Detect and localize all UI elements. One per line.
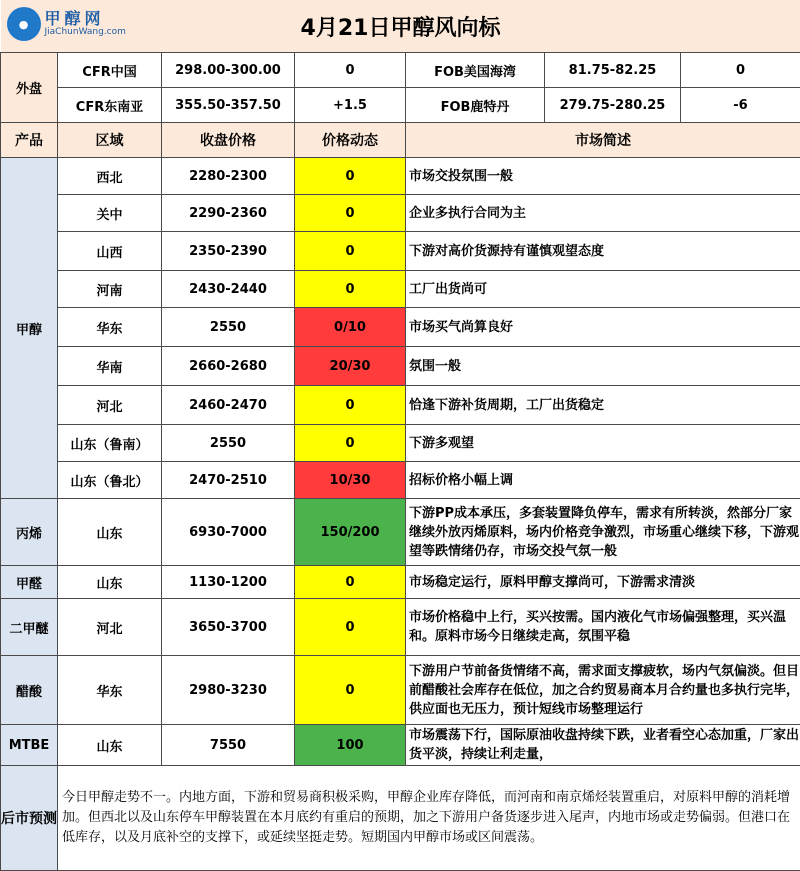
change-cell: 100 bbox=[295, 725, 406, 766]
site-logo bbox=[7, 7, 126, 41]
ext-change: +1.5 bbox=[295, 88, 406, 123]
change-cell: 0 bbox=[295, 566, 406, 599]
product-cell: 甲醇 bbox=[1, 158, 58, 499]
table-row bbox=[1, 425, 800, 462]
price-cell: 1130-1200 bbox=[162, 566, 295, 599]
external-label: 外盘 bbox=[1, 53, 58, 123]
region-cell: 山东（鲁北） bbox=[58, 462, 162, 499]
price-cell: 2350-2390 bbox=[162, 232, 295, 271]
change-cell: 0 bbox=[295, 656, 406, 725]
desc-cell: 市场震荡下行，国际原油收盘持续下跌，业者看空心态加重，厂家出货平淡，持续让利走量， bbox=[406, 725, 800, 766]
table-row bbox=[1, 308, 800, 347]
price-cell: 2470-2510 bbox=[162, 462, 295, 499]
price-cell: 2550 bbox=[162, 308, 295, 347]
ext-price: 355.50-357.50 bbox=[162, 88, 295, 123]
table-row bbox=[1, 347, 800, 386]
product-cell: 醋酸 bbox=[1, 656, 58, 725]
logo-en: JiaChunWang.com bbox=[45, 28, 126, 38]
change-cell: 0 bbox=[295, 232, 406, 271]
ext-price: 81.75-82.25 bbox=[545, 53, 681, 88]
product-cell: MTBE bbox=[1, 725, 58, 766]
change-cell: 0/10 bbox=[295, 308, 406, 347]
desc-cell: 恰逢下游补货周期，工厂出货稳定 bbox=[406, 386, 800, 425]
desc-cell: 市场稳定运行，原料甲醇支撑尚可，下游需求清淡 bbox=[406, 566, 800, 599]
change-cell: 0 bbox=[295, 158, 406, 195]
desc-cell: 下游用户节前备货情绪不高，需求面支撑疲软，场内气氛偏淡。但目前醋酸社会库存在低位，加之合约贸易商本月合约量也多执行完毕，供应面也无压力，预计短线市场整理运行 bbox=[406, 656, 800, 725]
price-cell: 6930-7000 bbox=[162, 499, 295, 566]
table-row bbox=[1, 271, 800, 308]
ext-price: 279.75-280.25 bbox=[545, 88, 681, 123]
product-cell: 甲醛 bbox=[1, 566, 58, 599]
product-cell: 丙烯 bbox=[1, 499, 58, 566]
logo-cn: 甲醇网 bbox=[45, 10, 126, 28]
price-cell: 2550 bbox=[162, 425, 295, 462]
region-cell: 山西 bbox=[58, 232, 162, 271]
table-row bbox=[1, 499, 800, 566]
region-cell: 华南 bbox=[58, 347, 162, 386]
col-header-product: 产品 bbox=[1, 123, 58, 158]
table-row bbox=[1, 232, 800, 271]
change-cell: 0 bbox=[295, 195, 406, 232]
desc-cell: 工厂出货尚可 bbox=[406, 271, 800, 308]
change-cell: 0 bbox=[295, 425, 406, 462]
region-cell: 关中 bbox=[58, 195, 162, 232]
region-cell: 河南 bbox=[58, 271, 162, 308]
desc-cell: 氛围一般 bbox=[406, 347, 800, 386]
price-cell: 2280-2300 bbox=[162, 158, 295, 195]
desc-cell: 下游PP成本承压，多套装置降负停车，需求有所转淡，然部分厂家继续外放丙烯原料，场内价格竞争激烈，市场重心继续下移，下游观望等跌情绪仍存，市场交投气氛一般 bbox=[406, 499, 800, 566]
forecast-text: 今日甲醇走势不一。内地方面，下游和贸易商积极采购，甲醇企业库存降低，而河南和南京烯烃装置重启，对原料甲醇的消耗增加。但西北以及山东停车甲醇装置在本月底约有重启的预期，加之下游用户备货逐步进入尾声，内地市场或走势偏弱。但港口在低库存，以及月底补空的支撑下，或延续坚挺走势。短期国内甲醇市场或区间震荡。 bbox=[58, 766, 800, 871]
desc-cell: 市场交投氛围一般 bbox=[406, 158, 800, 195]
table-row bbox=[1, 195, 800, 232]
table-row bbox=[1, 656, 800, 725]
desc-cell: 下游对高价货源持有谨慎观望态度 bbox=[406, 232, 800, 271]
price-cell: 2290-2360 bbox=[162, 195, 295, 232]
price-cell: 7550 bbox=[162, 725, 295, 766]
ext-name: CFR中国 bbox=[58, 53, 162, 88]
title-cell bbox=[1, 0, 800, 53]
forecast-label: 后市预测 bbox=[1, 766, 58, 871]
ext-name: FOB美国海湾 bbox=[406, 53, 545, 88]
table-row bbox=[1, 158, 800, 195]
product-cell: 二甲醚 bbox=[1, 599, 58, 656]
col-header-price: 收盘价格 bbox=[162, 123, 295, 158]
price-cell: 2980-3230 bbox=[162, 656, 295, 725]
region-cell: 山东（鲁南） bbox=[58, 425, 162, 462]
change-cell: 0 bbox=[295, 386, 406, 425]
region-cell: 河北 bbox=[58, 386, 162, 425]
region-cell: 山东 bbox=[58, 566, 162, 599]
table-row bbox=[1, 725, 800, 766]
region-cell: 华东 bbox=[58, 656, 162, 725]
region-cell: 山东 bbox=[58, 725, 162, 766]
desc-cell: 下游多观望 bbox=[406, 425, 800, 462]
region-cell: 西北 bbox=[58, 158, 162, 195]
col-header-change: 价格动态 bbox=[295, 123, 406, 158]
change-cell: 0 bbox=[295, 599, 406, 656]
table-row bbox=[1, 599, 800, 656]
desc-cell: 市场买气尚算良好 bbox=[406, 308, 800, 347]
region-cell: 河北 bbox=[58, 599, 162, 656]
ext-change: -6 bbox=[681, 88, 800, 123]
ext-price: 298.00-300.00 bbox=[162, 53, 295, 88]
price-cell: 2430-2440 bbox=[162, 271, 295, 308]
price-cell: 2660-2680 bbox=[162, 347, 295, 386]
col-header-desc: 市场简述 bbox=[406, 123, 800, 158]
price-cell: 2460-2470 bbox=[162, 386, 295, 425]
change-cell: 0 bbox=[295, 271, 406, 308]
table-row bbox=[1, 386, 800, 425]
ext-change: 0 bbox=[295, 53, 406, 88]
ext-name: CFR东南亚 bbox=[58, 88, 162, 123]
change-cell: 20/30 bbox=[295, 347, 406, 386]
page-title: 4月21日甲醇风向标 bbox=[301, 11, 501, 42]
desc-cell: 市场价格稳中上行，买兴按需。国内液化气市场偏强整理，买兴温和。原料市场今日继续走高，氛围平稳 bbox=[406, 599, 800, 656]
region-cell: 华东 bbox=[58, 308, 162, 347]
ext-change: 0 bbox=[681, 53, 800, 88]
price-cell: 3650-3700 bbox=[162, 599, 295, 656]
region-cell: 山东 bbox=[58, 499, 162, 566]
desc-cell: 企业多执行合同为主 bbox=[406, 195, 800, 232]
ext-name: FOB鹿特丹 bbox=[406, 88, 545, 123]
col-header-region: 区域 bbox=[58, 123, 162, 158]
table-row bbox=[1, 566, 800, 599]
table-row bbox=[1, 462, 800, 499]
change-cell: 10/30 bbox=[295, 462, 406, 499]
desc-cell: 招标价格小幅上调 bbox=[406, 462, 800, 499]
change-cell: 150/200 bbox=[295, 499, 406, 566]
globe-icon: ● bbox=[7, 7, 41, 41]
